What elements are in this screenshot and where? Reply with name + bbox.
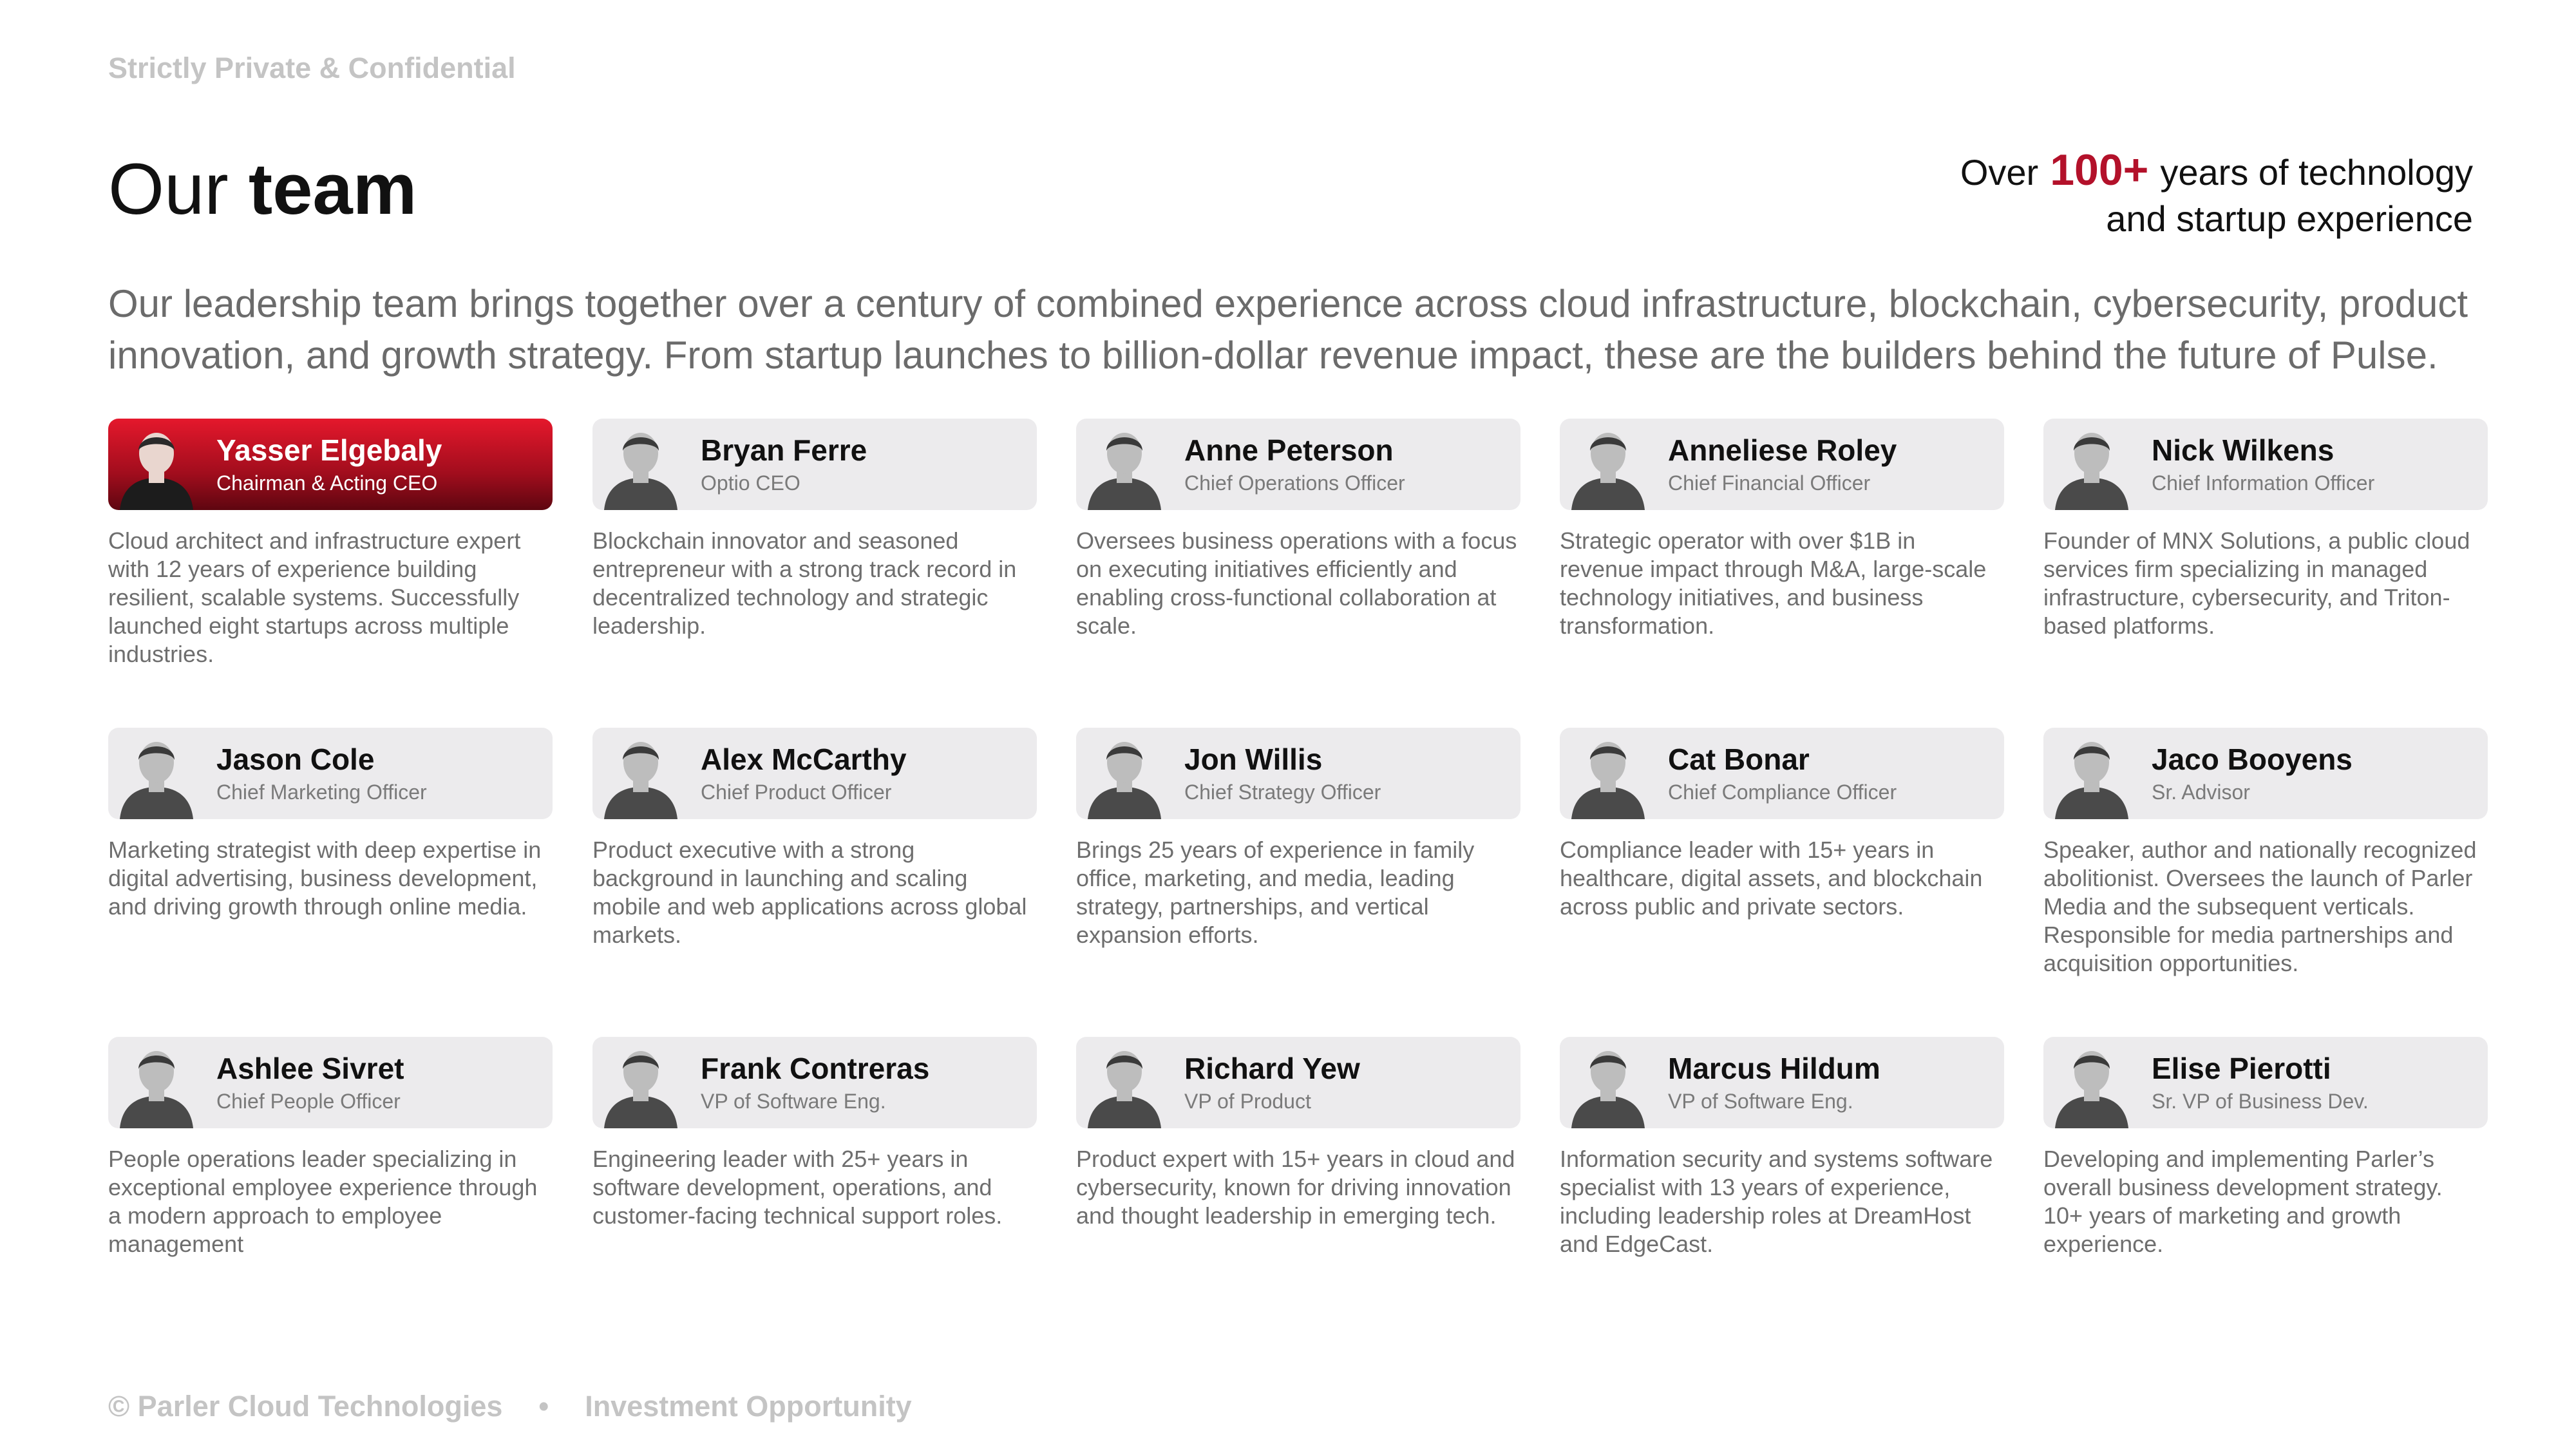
avatar-photo xyxy=(1076,413,1173,510)
member-role: Optio CEO xyxy=(701,471,800,495)
avatar-photo xyxy=(1076,1032,1173,1128)
experience-suffix: years of technology xyxy=(2160,152,2473,193)
team-member-yasser-elgebaly xyxy=(108,419,553,668)
member-bio: Oversees business operations with a focus on executing initiatives efficiently and enabling cross-functional collaboration at scale. xyxy=(1076,527,1517,639)
member-role: Chief Marketing Officer xyxy=(216,781,427,804)
member-name: Alex McCarthy xyxy=(701,743,907,776)
member-role: Chief Information Officer xyxy=(2152,471,2375,495)
experience-value: 100+ xyxy=(2050,146,2149,194)
member-card xyxy=(108,419,553,510)
team-member-anne-peterson xyxy=(1076,419,1520,640)
member-bio: Cloud architect and infrastructure expert with 12 years of experience building resilient, scalable systems. Successfully launched eight startups across multiple industries. xyxy=(108,527,521,667)
member-role: Chief Product Officer xyxy=(701,781,892,804)
member-card xyxy=(1560,419,2004,510)
member-bio: Marketing strategist with deep expertise in digital advertising, business development, and driving growth through online media. xyxy=(108,837,542,920)
team-member-elise-pierotti xyxy=(2043,1037,2488,1258)
member-name: Richard Yew xyxy=(1184,1052,1360,1085)
experience-callout xyxy=(1636,147,2473,242)
member-card xyxy=(1076,419,1520,510)
member-card xyxy=(2043,1037,2488,1128)
member-role: Chief Financial Officer xyxy=(1668,471,1871,495)
member-name: Jason Cole xyxy=(216,743,375,776)
member-role: Chief People Officer xyxy=(216,1090,401,1113)
footer-separator: • xyxy=(538,1390,549,1423)
member-bio: Engineering leader with 25+ years in software development, operations, and customer-facing technical support roles. xyxy=(592,1146,1003,1229)
experience-line-1 xyxy=(1636,147,2473,196)
avatar-photo xyxy=(592,413,689,510)
member-card xyxy=(108,728,553,819)
member-name: Anne Peterson xyxy=(1184,433,1394,467)
member-card xyxy=(1076,1037,1520,1128)
member-bio: Brings 25 years of experience in family office, marketing, and media, leading strategy, partnerships, and vertical expansion efforts. xyxy=(1076,837,1475,948)
member-role: Chief Operations Officer xyxy=(1184,471,1405,495)
footer-label: Investment Opportunity xyxy=(585,1390,912,1423)
member-card xyxy=(1560,1037,2004,1128)
member-card xyxy=(592,728,1037,819)
team-member-cat-bonar xyxy=(1560,728,2004,921)
member-bio: People operations leader specializing in exceptional employee experience through a modern approach to employee management xyxy=(108,1146,538,1257)
avatar-photo xyxy=(2043,723,2140,819)
member-name: Anneliese Roley xyxy=(1668,433,1897,467)
member-role: Sr. Advisor xyxy=(2152,781,2250,804)
avatar-photo xyxy=(108,1032,205,1128)
footer-copyright: © Parler Cloud Technologies xyxy=(108,1390,503,1423)
intro-paragraph: Our leadership team brings together over a century of combined experience across cloud infrastructure, blockchain, cybersecurity, product innovation, and growth strategy. From startup launches to billion-dollar revenue impact, these are the builders behind the future of Pulse. xyxy=(108,282,2468,377)
member-name: Jaco Booyens xyxy=(2152,743,2353,776)
confidential-label: Strictly Private & Confidential xyxy=(108,52,516,84)
member-role: Chief Compliance Officer xyxy=(1668,781,1897,804)
member-name: Bryan Ferre xyxy=(701,433,867,467)
team-member-frank-contreras xyxy=(592,1037,1037,1230)
avatar-photo xyxy=(2043,1032,2140,1128)
member-bio: Strategic operator with over $1B in revenue impact through M&A, large-scale technology initiatives, and business transformation. xyxy=(1560,527,1987,639)
team-member-ashlee-sivret xyxy=(108,1037,553,1258)
member-bio: Founder of MNX Solutions, a public cloud services firm specializing in managed infrastructure, cybersecurity, and Triton-based platforms. xyxy=(2043,527,2470,639)
member-card xyxy=(592,1037,1037,1128)
member-name: Jon Willis xyxy=(1184,743,1323,776)
team-member-marcus-hildum xyxy=(1560,1037,2004,1258)
member-bio: Speaker, author and nationally recognized abolitionist. Oversees the launch of Parler Media and the subsequent verticals. Responsible for media partnerships and acquisition opportunities. xyxy=(2043,837,2477,976)
team-member-nick-wilkens xyxy=(2043,419,2488,640)
member-card xyxy=(1560,728,2004,819)
team-member-alex-mccarthy xyxy=(592,728,1037,949)
avatar-photo xyxy=(592,1032,689,1128)
member-name: Ashlee Sivret xyxy=(216,1052,404,1085)
member-card xyxy=(1076,728,1520,819)
member-role: Chairman & Acting CEO xyxy=(216,471,438,495)
avatar-photo xyxy=(1560,413,1656,510)
team-member-bryan-ferre xyxy=(592,419,1037,640)
member-bio: Developing and implementing Parler’s overall business development strategy. 10+ years of marketing and growth experience. xyxy=(2043,1146,2443,1257)
member-role: VP of Software Eng. xyxy=(1668,1090,1853,1113)
team-member-jon-willis xyxy=(1076,728,1520,949)
member-name: Yasser Elgebaly xyxy=(216,433,442,467)
member-bio: Information security and systems software specialist with 13 years of experience, including leadership roles at DreamHost and EdgeCast. xyxy=(1560,1146,1993,1257)
member-bio: Product executive with a strong background in launching and scaling mobile and web applications across global markets. xyxy=(592,837,1027,948)
member-bio: Compliance leader with 15+ years in healthcare, digital assets, and blockchain across public and private sectors. xyxy=(1560,837,1983,920)
page-title xyxy=(108,149,417,229)
avatar-photo xyxy=(592,723,689,819)
member-name: Frank Contreras xyxy=(701,1052,930,1085)
footer xyxy=(108,1390,912,1423)
member-card xyxy=(108,1037,553,1128)
member-role: VP of Software Eng. xyxy=(701,1090,886,1113)
team-member-jason-cole xyxy=(108,728,553,921)
member-name: Marcus Hildum xyxy=(1668,1052,1880,1085)
member-bio: Blockchain innovator and seasoned entrepreneur with a strong track record in decentralized technology and strategic leadership. xyxy=(592,527,1017,639)
page-title-bold: team xyxy=(248,149,417,229)
avatar-photo xyxy=(1560,1032,1656,1128)
avatar-photo xyxy=(108,723,205,819)
member-name: Nick Wilkens xyxy=(2152,433,2334,467)
member-role: VP of Product xyxy=(1184,1090,1311,1113)
member-role: Sr. VP of Business Dev. xyxy=(2152,1090,2369,1113)
page-title-regular: Our xyxy=(108,149,229,229)
member-card xyxy=(2043,419,2488,510)
experience-prefix: Over xyxy=(1960,152,2039,193)
member-name: Elise Pierotti xyxy=(2152,1052,2331,1085)
member-card xyxy=(2043,728,2488,819)
member-card xyxy=(592,419,1037,510)
experience-line-2: and startup experience xyxy=(2106,198,2473,239)
avatar-photo xyxy=(2043,413,2140,510)
team-member-anneliese-roley xyxy=(1560,419,2004,640)
avatar-photo xyxy=(108,413,205,510)
team-member-jaco-booyens xyxy=(2043,728,2488,978)
member-name: Cat Bonar xyxy=(1668,743,1810,776)
member-role: Chief Strategy Officer xyxy=(1184,781,1381,804)
team-member-richard-yew xyxy=(1076,1037,1520,1230)
member-bio: Product expert with 15+ years in cloud and cybersecurity, known for driving innovation and thought leadership in emerging tech. xyxy=(1076,1146,1515,1229)
avatar-photo xyxy=(1076,723,1173,819)
avatar-photo xyxy=(1560,723,1656,819)
